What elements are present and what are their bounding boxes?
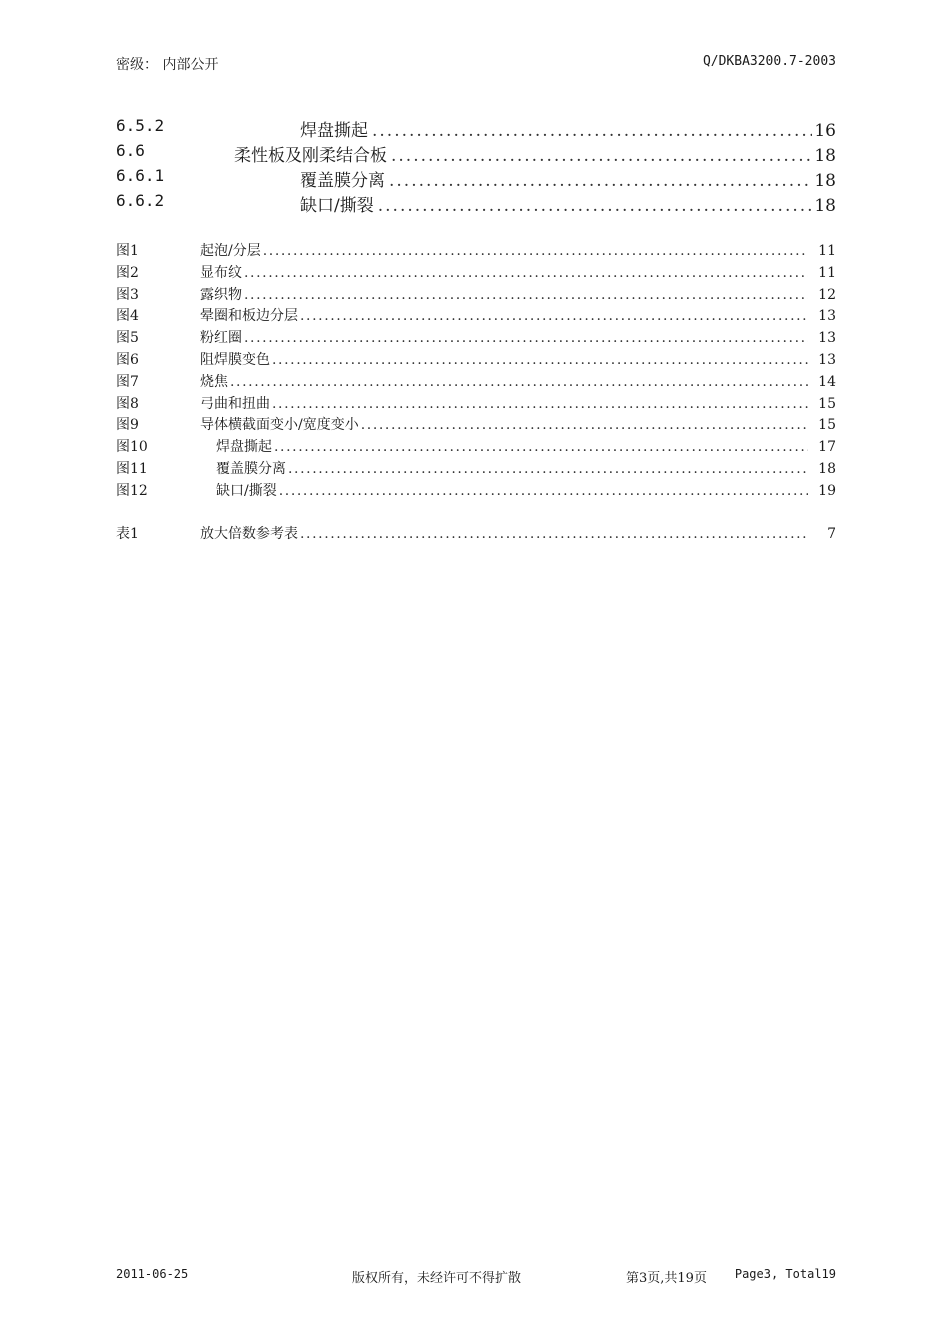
figure-entry[interactable]: [116, 436, 836, 458]
toc-entry[interactable]: [116, 166, 836, 191]
figure-entry[interactable]: [116, 262, 836, 284]
entry-page: 13: [818, 351, 836, 368]
entry-title: 烧焦: [200, 373, 228, 390]
entry-title: 显布纹: [200, 264, 242, 281]
entry-page: 15: [818, 395, 836, 412]
entry-page: 11: [818, 264, 836, 281]
dot-leader: [230, 374, 808, 390]
figure-entry[interactable]: [116, 349, 836, 371]
table-entry[interactable]: [116, 523, 836, 545]
figure-entry[interactable]: [116, 458, 836, 480]
entry-title: 露织物: [200, 286, 242, 303]
entry-number: 图3: [116, 286, 139, 303]
toc-entry-title: 柔性板及刚柔结合板: [234, 146, 387, 166]
list-of-figures: [116, 240, 836, 502]
dot-leader: [288, 461, 808, 477]
figure-entry[interactable]: [116, 240, 836, 262]
entry-title: 覆盖膜分离: [216, 460, 286, 477]
entry-title: 阻焊膜变色: [200, 351, 270, 368]
entry-number: 表1: [116, 526, 139, 542]
entry-title: 导体横截面变小/宽度变小: [200, 417, 359, 434]
entry-page: 18: [818, 460, 836, 477]
entry-page: 11: [818, 243, 836, 259]
entry-page: 14: [818, 373, 836, 390]
toc-entry-page: 18: [814, 171, 836, 191]
page-footer: [116, 1267, 836, 1287]
footer-copyright: 版权所有，未经许可不得扩散: [352, 1271, 522, 1286]
dot-leader: [378, 196, 813, 216]
toc-entry-title: 焊盘撕起: [300, 121, 368, 141]
dot-leader: [244, 287, 808, 303]
toc-entry-number: 6.6.1: [116, 166, 165, 185]
dot-leader: [389, 171, 812, 191]
toc-entry-number: 6.5.2: [116, 116, 165, 135]
footer-page-en: Page3, Total19: [734, 1267, 836, 1281]
entry-page: 12: [818, 286, 836, 303]
dot-leader: [272, 396, 808, 412]
figure-entry[interactable]: [116, 371, 836, 393]
toc-entry-number: 6.6.2: [116, 191, 165, 210]
footer-date: 2011-06-25: [116, 1267, 189, 1281]
dot-leader: [300, 526, 808, 542]
dot-leader: [391, 146, 812, 166]
dot-leader: [300, 308, 808, 324]
entry-page: 7: [827, 526, 836, 542]
figure-entry[interactable]: [116, 414, 836, 436]
entry-page: 15: [818, 417, 836, 434]
figure-entry[interactable]: [116, 480, 836, 502]
entry-number: 图8: [116, 395, 139, 412]
toc-entry[interactable]: [116, 191, 836, 216]
entry-number: 图2: [116, 264, 139, 281]
toc-entry-page: 18: [814, 196, 836, 216]
dot-leader: [361, 417, 808, 433]
figure-entry[interactable]: [116, 305, 836, 327]
toc-entry-title: 覆盖膜分离: [300, 171, 385, 191]
figure-entry[interactable]: [116, 327, 836, 349]
toc-entry-title: 缺口/撕裂: [300, 196, 374, 216]
dot-leader: [244, 265, 808, 281]
toc-entry[interactable]: [116, 116, 836, 141]
entry-title: 起泡/分层: [200, 243, 261, 259]
entry-number: 图7: [116, 373, 139, 390]
entry-number: 图5: [116, 330, 139, 347]
entry-number: 图10: [116, 439, 148, 456]
toc-entry[interactable]: [116, 141, 836, 166]
entry-title: 放大倍数参考表: [200, 526, 298, 542]
entry-page: 19: [818, 482, 836, 499]
dot-leader: [272, 352, 808, 368]
dot-leader: [263, 243, 808, 259]
security-level: 密级： 内部公开: [116, 57, 219, 73]
entry-page: 13: [818, 308, 836, 325]
document-id: Q/DKBA3200.7-2003: [702, 54, 836, 69]
dot-leader: [274, 439, 808, 455]
dot-leader: [372, 121, 812, 141]
entry-number: 图4: [116, 308, 139, 325]
toc-entry-number: 6.6: [116, 141, 145, 160]
list-of-tables: [116, 523, 836, 545]
entry-number: 图12: [116, 482, 148, 499]
figure-entry[interactable]: [116, 284, 836, 306]
entry-page: 13: [818, 330, 836, 347]
dot-leader: [279, 483, 808, 499]
entry-title: 粉红圈: [200, 330, 242, 347]
entry-number: 图11: [116, 460, 148, 477]
dot-leader: [244, 330, 808, 346]
entry-number: 图1: [116, 243, 139, 259]
entry-title: 晕圈和板边分层: [200, 308, 298, 325]
entry-title: 弓曲和扭曲: [200, 395, 270, 412]
toc-entry-page: 18: [814, 146, 836, 166]
page-header: [116, 54, 836, 74]
entry-title: 缺口/撕裂: [216, 482, 277, 499]
toc-entry-page: 16: [814, 121, 836, 141]
entry-number: 图6: [116, 351, 139, 368]
footer-page-cn: 第3页,共19页: [626, 1271, 707, 1286]
figure-entry[interactable]: [116, 393, 836, 415]
table-of-contents: [116, 116, 836, 216]
entry-page: 17: [818, 439, 836, 456]
entry-number: 图9: [116, 417, 139, 434]
entry-title: 焊盘撕起: [216, 439, 272, 456]
